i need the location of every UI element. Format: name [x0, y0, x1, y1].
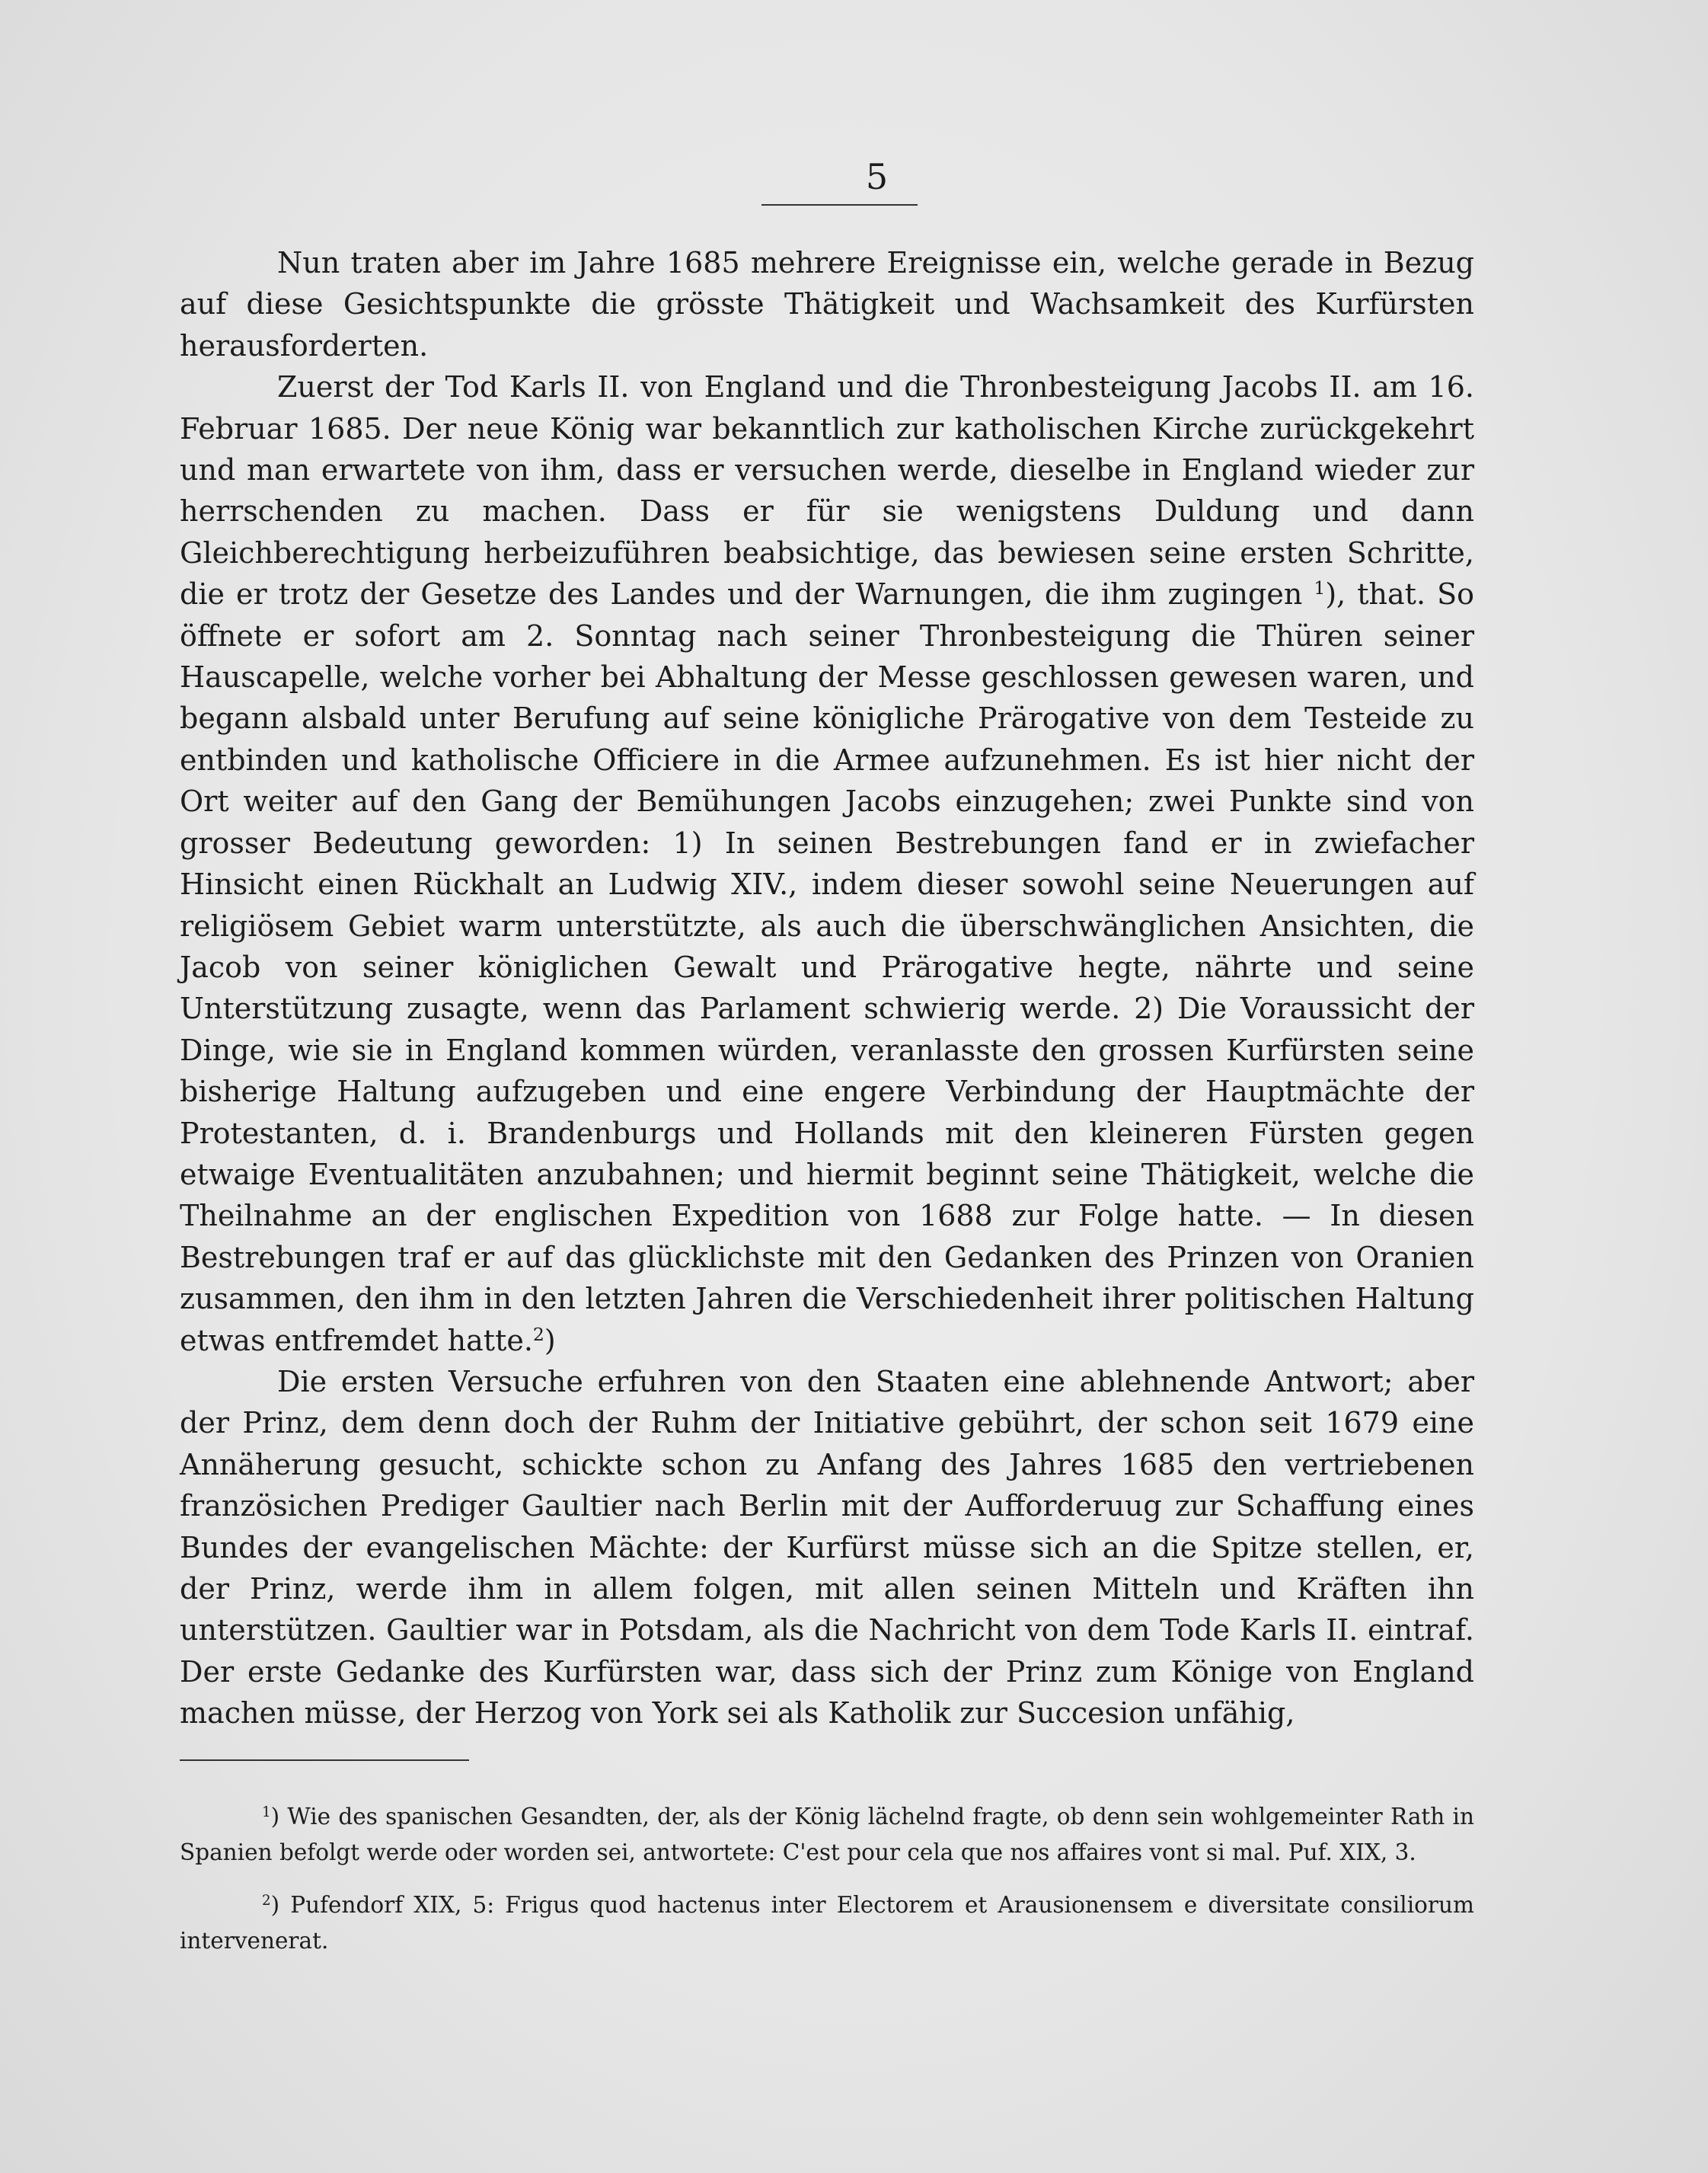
paragraph	[180, 242, 1474, 366]
paragraph-text: Die ersten Versuche erfuhren von den Staaten eine ablehnende Antwort; aber der Prinz, dem denn doch der Ruhm der Initiative gebührt, der schon seit 1679 eine Annäherung gesucht, schickte schon zu Anfang des Jahres 1685 den vertriebenen französichen Prediger Gaultier nach Berlin mit der Aufforderuug zur Schaffung eines Bundes der evangelischen Mächte: der Kurfürst müsse sich an die Spitze stellen, er, der Prinz, werde ihm in allem folgen, mit allen seinen Mitteln und Kräften ihn unterstützen. Gaultier war in Potsdam, als die Nachricht von dem Tode Karls II. eintraf. Der erste Gedanke des Kurfürsten war, dass sich der Prinz zum Könige von England machen müsse, der Herzog von York sei als Katholik zur Succesion unfähig,	[180, 1364, 1474, 1730]
footnote	[180, 1799, 1474, 1871]
footnote-text: ) Wie des spanischen Gesandten, der, als der König lächelnd fragte, ob denn sein wohlgemeinter Rath in Spanien befolgt werde oder worden sei, antwortete: C'est pour cela que nos affaires vont si mal. Puf. XIX, 3.	[180, 1804, 1474, 1865]
footnote-ref-1: 1	[1314, 577, 1326, 599]
page-number: 5	[865, 156, 889, 197]
footnotes	[180, 1799, 1474, 1976]
footnote-text: ) Pufendorf XIX, 5: Frigus quod hactenus inter Electorem et Arausionensem e diversitate consiliorum intervenerat.	[180, 1892, 1474, 1954]
footnote-ref-2: 2	[532, 1323, 544, 1345]
paragraph-text: ), that. So öffnete er sofort am 2. Sonntag nach seiner Thronbesteigung die Thüren seiner Hauscapelle, welche vorher bei Abhaltung der Messe geschlossen gewesen waren, und begann alsbald unter Berufung auf seine königliche Prärogative von dem Testeide zu entbinden und katholische Officiere in die Armee aufzunehmen. Es ist hier nicht der Ort weiter auf den Gang der Bemühungen Jacobs einzugehen; zwei Punkte sind von grosser Bedeutung geworden: 1) In seinen Bestrebungen fand er in zwiefacher Hinsicht einen Rückhalt an Ludwig XIV., indem dieser sowohl seine Neuerungen auf religiösem Gebiet warm unterstützte, als auch die überschwänglichen Ansichten, die Jacob von seiner königlichen Gewalt und Prärogative hegte, nährte und seine Unterstützung zusagte, wenn das Parlament schwierig werde. 2) Die Voraussicht der Dinge, wie sie in England kommen würden, veranlasste den grossen Kurfürsten seine bisherige Haltung aufzugeben und eine engere Verbindung der Hauptmächte der Protestanten, d. i. Brandenburgs und Hollands mit den kleineren Fürsten gegen etwaige Eventualitäten anzubahnen; und hiermit beginnt seine Thätigkeit, welche die Theilnahme an der englischen Expedition von 1688 zur Folge hatte. — In diesen Bestrebungen traf er auf das glücklichste mit den Gedanken des Prinzen von Oranien zusammen, den ihm in den letzten Jahren die Verschiedenheit ihrer politischen Haltung etwas entfremdet hatte.	[180, 577, 1474, 1357]
body-text	[180, 242, 1474, 1734]
footnote-marker: 2	[262, 1892, 271, 1909]
header-rule	[761, 204, 918, 206]
paragraph	[180, 1361, 1474, 1734]
paragraph-text: Nun traten aber im Jahre 1685 mehrere Ereignisse ein, welche gerade in Bezug auf diese Gesichtspunkte die grösste Thätigkeit und Wachsamkeit des Kurfürsten herausforderten.	[180, 246, 1474, 363]
paragraph-text: Zuerst der Tod Karls II. von England und die Thronbesteigung Jacobs II. am 16. Februar 1685. Der neue König war bekanntlich zur katholischen Kirche zurückgekehrt und man erwartete von ihm, dass er versuchen werde, dieselbe in England wieder zur herrschenden zu machen. Dass er für sie wenigstens Duldung und dann Gleichberechtigung herbeizuführen beabsichtige, das bewiesen seine ersten Schritte, die er trotz der Gesetze des Landes und der Warnungen, die ihm zugingen	[180, 370, 1474, 612]
paragraph: Zuerst der Tod Karls II. von England und die Thronbesteigung Jacobs II. am 16. Februar 1685. Der neue König war bekanntlich zur katholischen Kirche zurückgekehrt und man erwartete von ihm, dass er versuchen werde, dieselbe in England wieder zur herrschenden zu machen. Dass er für sie wenigstens Duldung und dann Gleichberechtigung herbeizuführen beabsichtige, das bewiesen seine ersten Schritte, die er trotz der Gesetze des Landes und der Warnungen, die ihm zugingen $^1$), that. So öffnete er sofort am 2. Sonntag nach seiner Thronbesteigung die Thüren seiner Hauscapelle, welche vorher bei Abhaltung der Messe geschlossen gewesen waren, und begann alsbald unter Berufung auf seine königliche Prärogative von dem Testeide zu entbinden und katholische Officiere in die Armee aufzunehmen. Es ist hier nicht der Ort weiter auf den Gang der Bemühungen Jacobs einzugehen; zwei Punkte sind von grosser Bedeutung geworden: 1) In seinen Bestrebungen fand er in zwiefacher Hinsicht einen Rückhalt an Ludwig XIV., indem dieser sowohl seine Neuerungen auf religiösem Gebiet warm unterstützte, als auch die überschwänglichen Ansichten, die Jacob von seiner königlichen Gewalt und Prärogative hegte, nährte und seine Unterstützung zusagte, wenn das Parlament schwierig werde. 2) Die Voraussicht der Dinge, wie sie in England kommen würden, veranlasste den grossen Kurfürsten seine bisherige Haltung aufzugeben und eine engere Verbindung der Hauptmächte der Protestanten, d. i. Brandenburgs und Hollands mit den kleineren Fürsten gegen etwaige Eventualitäten anzubahnen; und hiermit beginnt seine Thätigkeit, welche die Theilnahme an der englischen Expedition von 1688 zur Folge hatte. — In diesen Bestrebungen traf er auf das glücklichste mit den Gedanken des Prinzen von Oranien zusammen, den ihm in den letzten Jahren die Verschiedenheit ihrer politischen Haltung etwas entfremdet hatte.$^2$)	[180, 370, 1474, 1357]
footnote-marker: 1	[262, 1804, 271, 1820]
footnote	[180, 1887, 1474, 1959]
footnote-rule	[180, 1759, 469, 1761]
